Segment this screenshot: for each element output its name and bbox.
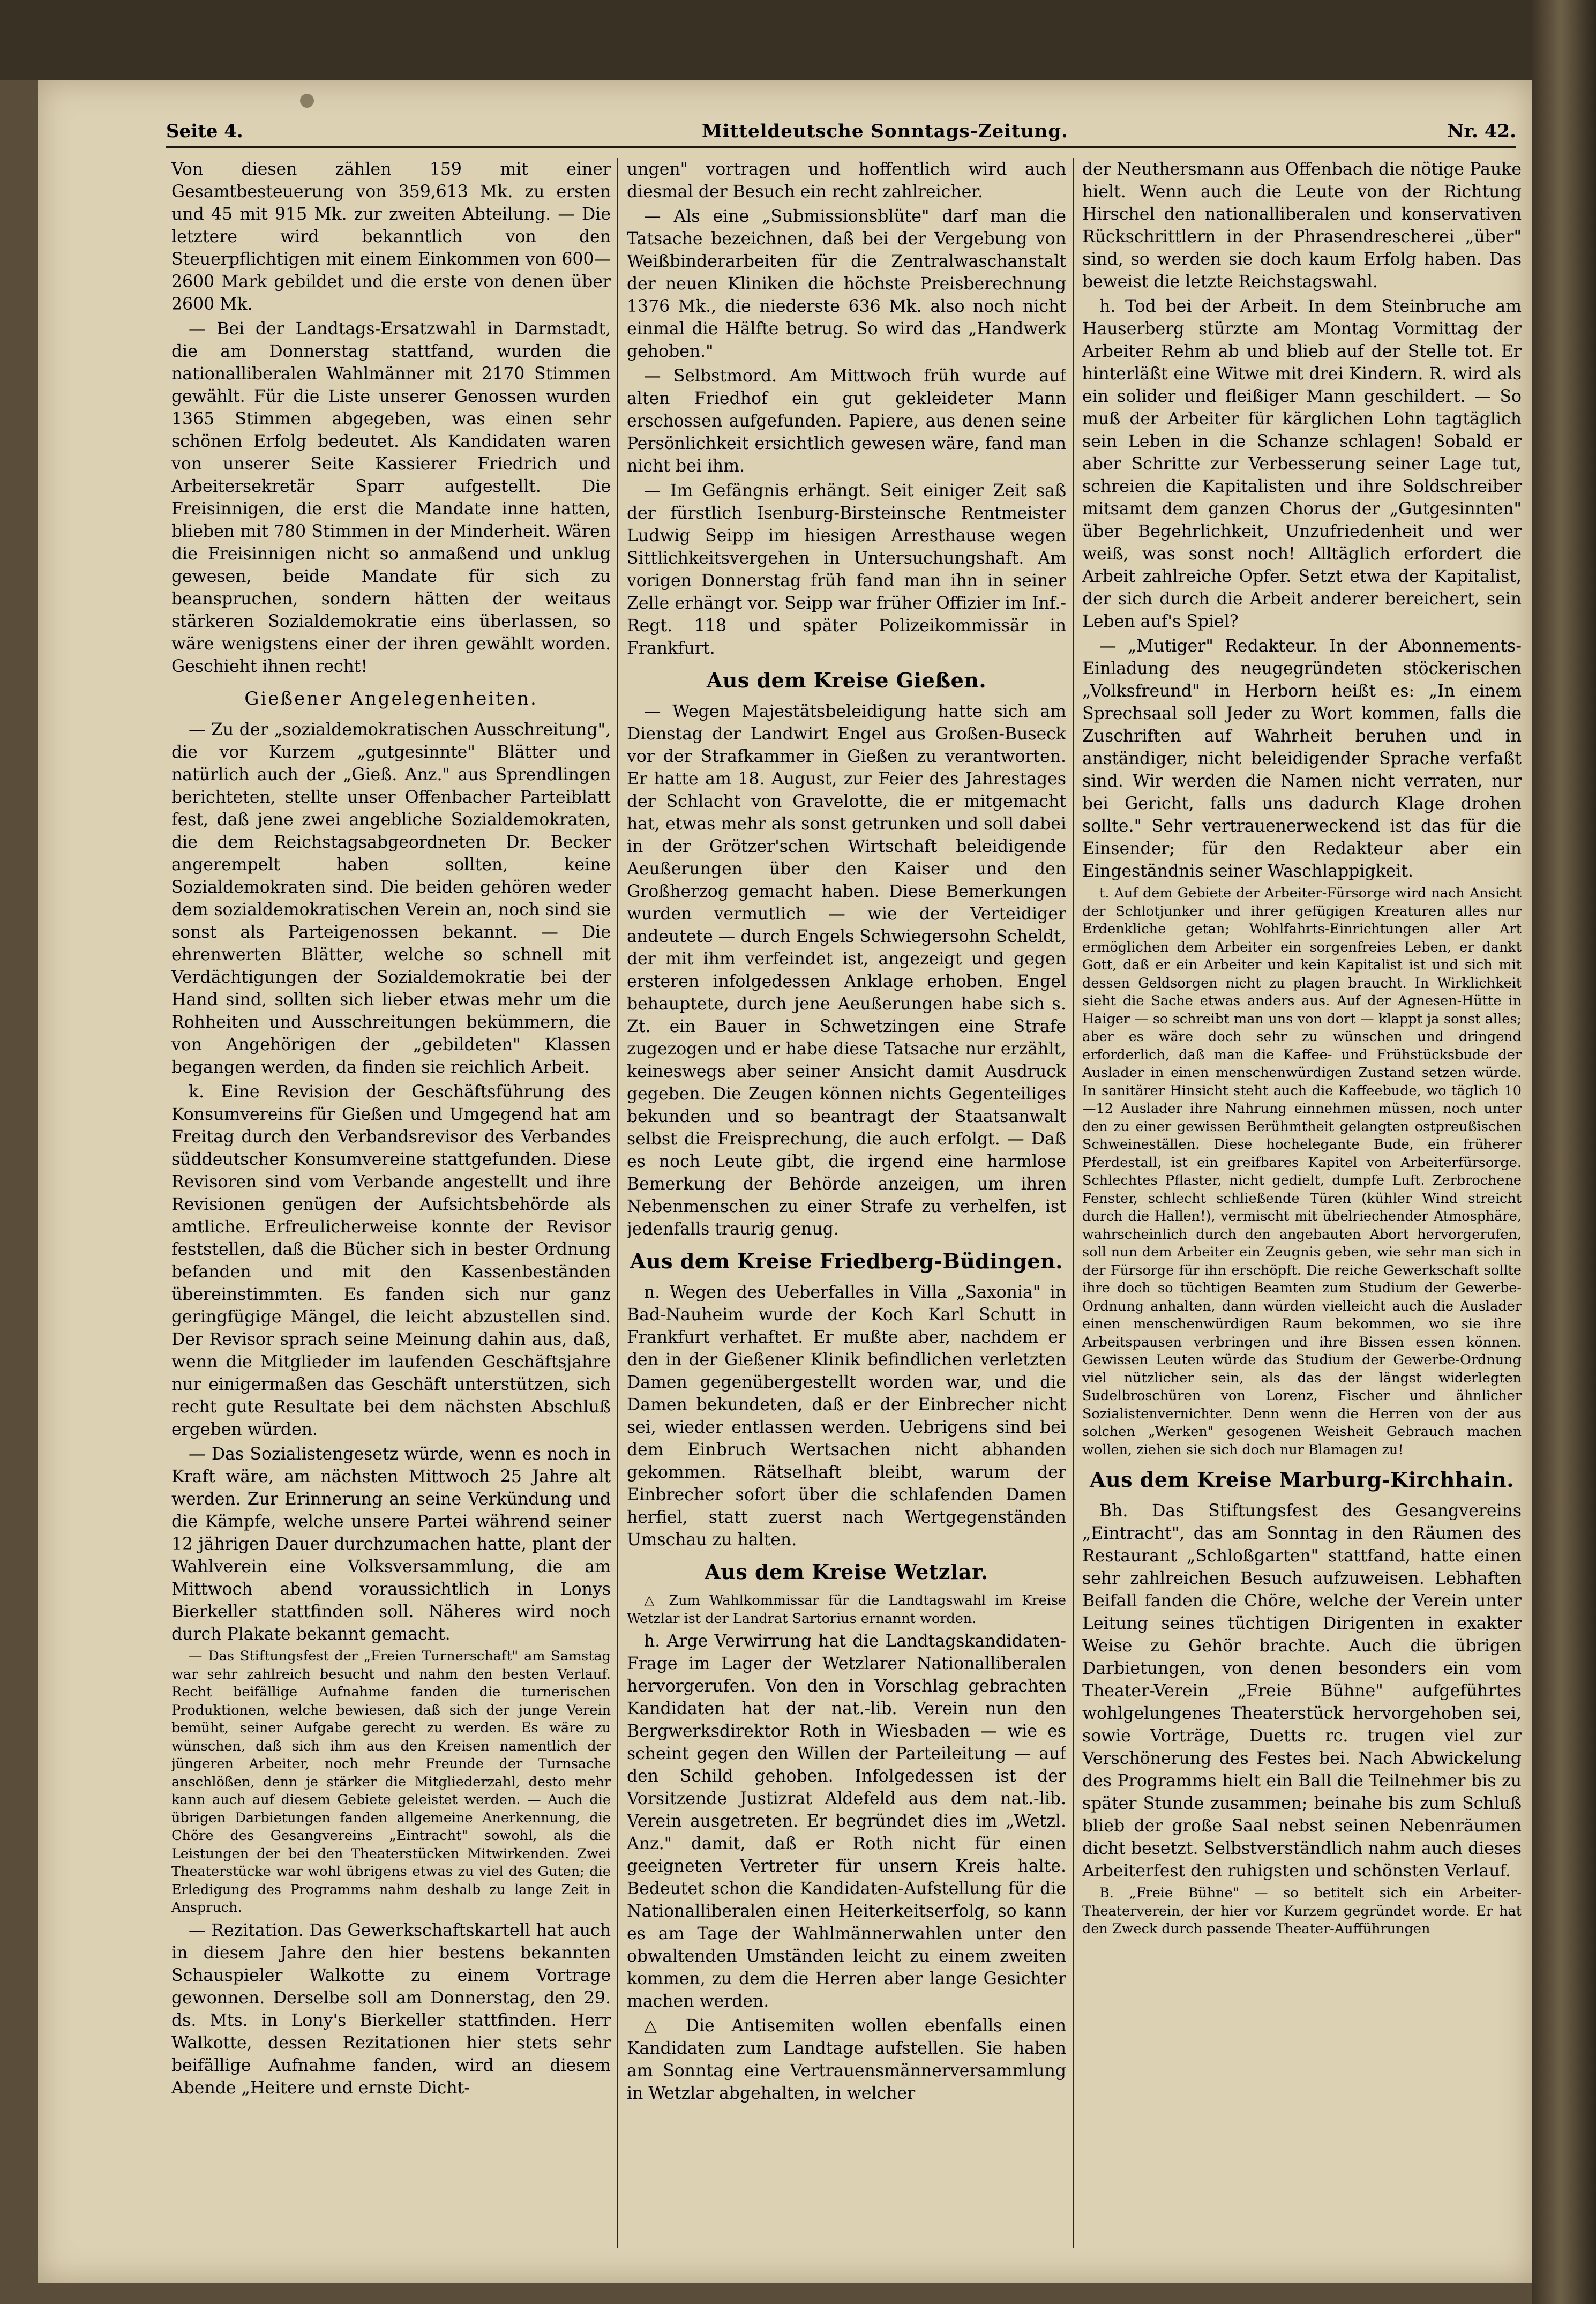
section-heading: Aus dem Kreise Marburg-Kirchhain. — [1090, 1468, 1514, 1492]
article-paragraph: t. Auf dem Gebiete der Arbeiter-Fürsorge wird nach Ansicht der Schlotjunker und ihrer gefügigen Kreaturen alles nur Erdenkliche getan; Wohlfahrts-Einrichtungen aller Art ermöglichen dem Arbeiter ein sorgenfreies Leben, er dankt Gott, daß er ein Arbeiter und kein Kapitalist ist und sich mit dessen Geldsorgen nicht zu plagen braucht. In Wirklichkeit sieht die Sache etwas anders aus. Auf der Agnesen-Hütte in Haiger — so schreibt man uns von dort — klappt ja sonst alles; aber es wäre doch sehr zu wünschen und dringend erforderlich, daß man die Kaffee- und Frühstücksbude der Auslader in einen menschenwürdigen Zustand setzen würde. In sanitärer Hinsicht steht auch die Kaffeebude, wo täglich 10—12 Auslader ihre Nahrung einnehmen müssen, noch unter den zu einer gewissen Berühmtheit gelangten ostpreußischen Schweineställen. Diese hochelegante Bude, ein früherer Pferdestall, ist ein greifbares Kapitel von Arbeiterfürsorge. Schlechtes Pflaster, nicht gedielt, dumpfe Luft. Zerbrochene Fenster, schlecht schließende Türen (kühler Wind streicht durch die Hallen!), vermischt mit übelriechender Atmosphäre, wahrscheinlich durch den angebauten Abort hervorgerufen, soll nun dem Arbeiter ein Zeugnis geben, wie sehr man sich in der Fürsorge für ihn erschöpft. Die reiche Gewerkschaft sollte ihre doch so tüchtigen Beamten zum Studium der Gewerbe-Ordnung anhalten, dann würden vielleicht auch die Auslader einen menschenwürdigen Raum bekommen, wo sie ihre Arbeitspausen verbringen und ihre Bissen essen können. Gewissen Leuten würde das Studium der Gewerbe-Ordnung viel nützlicher sein, als das der längst widerlegten Sudelbroschüren von Lorenz, Fischer und ähnlicher Sozialistenvernichter. Denn wenn die Herren von der aus solchen „Werken" gesogenen Weisheit Gebrauch machen wollen, ziehen sie sich doch nur Blamagen zu! — [1082, 885, 1522, 1458]
article-paragraph: — Das Sozialistengesetz würde, wenn es noch in Kraft wäre, am nächsten Mittwoch 25 Jahre alt werden. Zur Erinnerung an seine Verkündung und die Kämpfe, welche unsere Partei während seiner 12 jährigen Dauer durchzumachen hatte, plant der Wahlverein eine Volksversammlung, die am Mittwoch abend voraussichtlich in Lonys Bierkeller stattfinden soll. Näheres wird noch durch Plakate bekannt gemacht. — [171, 1445, 611, 1644]
article-paragraph: △ Die Antisemiten wollen ebenfalls einen Kandidaten zum Landtage aufstellen. Sie haben am Sonntag eine Vertrauensmännerversammlung in Wetzlar abgehalten, in welcher — [627, 2016, 1066, 2103]
article-paragraph: h. Arge Verwirrung hat die Landtagskandidaten-Frage im Lager der Wetzlarer Nationalliberalen hervorgerufen. Von den in Vorschlag gebrachten Kandidaten hat der nat.-lib. Verein nun den Bergwerksdirektor Roth in Wiesbaden — wie es scheint gegen den Willen der Parteileitung — auf den Schild gehoben. Infolgedessen ist der Vorsitzende Justizrat Aldefeld aus dem nat.-lib. Verein ausgetreten. Er begründet dies im „Wetzl. Anz." damit, daß er Roth nicht für einen geeigneten Vertreter für unsern Kreis halte. Bedeutet schon die Kandidaten-Aufstellung für die Nationalliberalen einen Heiterkeitserfolg, so kann es am Tage der Wahlmännerwahlen unter den obwaltenden Umständen leicht zu einem zweiten kommen, zu dem die Herren aber lange Gesichter machen werden. — [627, 1632, 1066, 2011]
column-rule — [617, 158, 618, 2248]
column-rule — [1073, 158, 1074, 2248]
article-paragraph: h. Tod bei der Arbeit. In dem Steinbruche am Hauserberg stürzte am Montag Vormittag der Arbeiter Rehm ab und blieb auf der Stelle tot. Er hinterläßt eine Witwe mit drei Kindern. R. wird als ein solider und fleißiger Mann geschildert. — So muß der Arbeiter für kärglichen Lohn tagtäglich sein Leben in die Schanze schlagen! Sobald er aber Schritte zur Verbesserung seiner Lage tut, schreien die Kapitalisten und ihre Soldschreiber mitsamt dem ganzen Chorus der „Gutgesinnten" über Begehrlichkeit, Unzufriedenheit und wer weiß, was sonst noch! Alltäglich erfordert die Arbeit zahlreiche Opfer. Setzt etwa der Kapitalist, der sich durch die Arbeit anderer bereichert, sein Leben auf's Spiel? — [1082, 297, 1522, 631]
article-paragraph: — Wegen Majestätsbeleidigung hatte sich am Dienstag der Landwirt Engel aus Großen-Buseck vor der Strafkammer in Gießen zu verantworten. Er hatte am 18. August, zur Feier des Jahrestages der Schlacht von Gravelotte, die er mitgemacht hat, etwas mehr als sonst getrunken und soll dabei in der Grötzer'schen Wirtschaft beleidigende Aeußerungen über den Kaiser und den Großherzog gemacht haben. Diese Bemerkungen wurden vermutlich — wie der Verteidiger andeutete — durch Engels Schwiegersohn Scheldt, der mit ihm verfeindet ist, angezeigt und gegen ersteren infolgedessen Anklage erhoben. Engel behauptete, durch jene Aeußerungen habe sich s. Zt. ein Bauer in Schwetzingen eine Strafe zugezogen und er habe diese Tatsache nur erzählt, keineswegs aber seiner Ansicht damit Ausdruck gegeben. Die Zeugen können nichts Gegenteiliges bekunden und so beantragt der Staatsanwalt selbst die Freisprechung, die auch erfolgt. — Daß es noch Leute gibt, die irgend eine harmlose Bemerkung der Behörde anzeigen, um ihren Nebenmenschen zu einer Strafe zu verhelfen, ist jedenfalls traurig genug. — [627, 702, 1066, 1239]
page-header — [166, 121, 1516, 158]
article-paragraph: ungen" vortragen und hoffentlich wird auch diesmal der Besuch ein recht zahlreicher. — [627, 160, 1066, 201]
column-2 — [627, 158, 1066, 2248]
article-paragraph: k. Eine Revision der Geschäftsführung des Konsumvereins für Gießen und Umgegend hat am Freitag durch den Verbandsrevisor des Verbandes süddeutscher Konsumvereine stattgefunden. Diese Revisoren sind vom Verbande angestellt und ihre Revisionen genügen der Aufsichtsbehörde als amtliche. Erfreulicherweise konnte der Revisor feststellen, daß die Bücher sich in bester Ordnung befanden und mit den Kassenbeständen übereinstimmten. Es fanden sich nur ganz geringfügige Mängel, die leicht abzustellen sind. Der Revisor sprach seine Meinung dahin aus, daß, wenn die Mitglieder im laufenden Geschäftsjahre nur einigermaßen das Geschäft unterstützen, sich recht gute Resultate bei dem nächsten Abschluß ergeben würden. — [171, 1082, 611, 1439]
section-heading: Aus dem Kreise Wetzlar. — [705, 1560, 988, 1584]
article-paragraph: — Rezitation. Das Gewerkschaftskartell hat auch in diesem Jahre den hier bestens bekannten Schauspieler Walkotte zu einem Vortrage gewonnen. Derselbe soll am Donnerstag, den 29. ds. Mts. in Lony's Bierkeller stattfinden. Herr Walkotte, dessen Rezitationen hier stets sehr beifällige Aufnahme fanden, wird an diesem Abende „Heitere und ernste Dicht- — [171, 1920, 611, 2098]
article-paragraph: — Zu der „sozialdemokratischen Ausschreitung", die vor Kurzem „gutgesinnte" Blätter und natürlich auch der „Gieß. Anz." aus Sprendlingen berichteten, stellte unser Offenbacher Parteiblatt fest, daß jene zwei angebliche Sozialdemokraten, die dem Reichstagsabgeordneten Dr. Becker angerempelt haben sollten, keine Sozialdemokraten sind. Die beiden gehören weder dem sozialdemokratischen Verein an, noch sind sie sonst als Parteigenossen bekannt. — Die ehrenwerten Blätter, welche so schnell mit Verdächtigungen der Sozialdemokratie bei der Hand sind, sollten sich lieber etwas mehr um die Rohheiten und Ausschreitungen bekümmern, die von Angehörigen der „gebildeten" Klassen begangen werden, da finden sie reichlich Arbeit. — [171, 720, 611, 1077]
article-paragraph: B. „Freie Bühne" — so betitelt sich ein Arbeiter-Theaterverein, der hier vor Kurzem gegründet worde. Er hat den Zweck durch passende Theater-Aufführungen — [1082, 1885, 1522, 1937]
article-paragraph: — Selbstmord. Am Mittwoch früh wurde auf alten Friedhof ein gut gekleideter Mann erschossen aufgefunden. Papiere, aus denen seine Persönlichkeit ersichtlich gewesen wäre, fand man nicht bei ihm. — [627, 366, 1066, 476]
section-heading: Aus dem Kreise Friedberg-Büdingen. — [630, 1249, 1063, 1273]
article-paragraph: — Im Gefängnis erhängt. Seit einiger Zeit saß der fürstlich Isenburg-Birsteinsche Rentmeister Ludwig Seipp im hiesigen Arresthause wegen Sittlichkeitsvergehen in Untersuchungshaft. Am vorigen Donnerstag früh fand man ihn in seiner Zelle erhängt vor. Seipp war früher Offizier im Inf.-Regt. 118 und später Polizeikommissär in Frankfurt. — [627, 481, 1066, 658]
article-paragraph: Von diesen zählen 159 mit einer Gesamtbesteuerung von 359,613 Mk. zu ersten und 45 mit 915 Mk. zur zweiten Abteilung. — Die letztere wird bekanntlich von den Steuerpflichtigen mit einem Einkommen von 600—2600 Mark gebildet und die erste von denen über 2600 Mk. — [171, 160, 611, 314]
issue-number: Nr. 42. — [1447, 121, 1516, 142]
article-paragraph: △ Zum Wahlkommissar für die Landtagswahl im Kreise Wetzlar ist der Landrat Sartorius ernannt worden. — [627, 1592, 1066, 1627]
column-1 — [171, 158, 611, 2248]
section-heading: Gießener Angelegenheiten. — [244, 688, 538, 709]
article-paragraph: Bh. Das Stiftungsfest des Gesangvereins „Eintracht", das am Sonntag in den Räumen des Restaurant „Schloßgarten" stattfand, hatte einen sehr zahlreichen Besuch aufzuweisen. Lebhaften Beifall fanden die Chöre, welche der Verein unter Leitung seines tüchtigen Dirigenten in exakter Weise zu Gehör brachte. Auch die übrigen Darbietungen, von denen besonders ein vom Theater-Verein „Freie Bühne" aufgeführtes wohlgelungenes Theaterstück hervorgehoben sei, sowie Vorträge, Duetts rc. trugen viel zur Verschönerung des Festes bei. Nach Abwickelung des Programms hielt ein Ball die Teilnehmer bis zu später Stunde zusammen; beinahe bis zum Schluß blieb der große Saal nebst seinen Nebenräumen dicht besetzt. Selbstverständlich nahm auch dieses Arbeiterfest den ruhigsten und schönsten Verlauf. — [1082, 1501, 1522, 1881]
ink-spot — [300, 94, 314, 108]
article-paragraph: — Das Stiftungsfest der „Freien Turnerschaft" am Samstag war sehr zahlreich besucht und nahm den besten Verlauf. Recht beifällige Aufnahme fanden die turnerischen Produktionen, welche bewiesen, daß sich der junge Verein bemüht, seiner Aufgabe gerecht zu werden. Es wäre zu wünschen, daß sich ihm aus den Kreisen namentlich der jüngeren Arbeiter, noch mehr Freunde der Turnsache anschlößen, denn je stärker die Mitgliederzahl, desto mehr kann auch auf diesem Gebiete geleistet werden. — Auch die übrigen Darbietungen fanden allgemeine Anerkennung, die Chöre des Gesangvereins „Eintracht" sowohl, als die Leistungen der bei den Theaterstücken Mitwirkenden. Zwei Theaterstücke war wohl übrigens etwas zu viel des Guten; die Erledigung des Programms nahm deshalb zu lange Zeit in Anspruch. — [171, 1648, 611, 1916]
column-3 — [1082, 158, 1522, 2248]
section-heading: Aus dem Kreise Gießen. — [706, 668, 987, 692]
book-binding — [1532, 0, 1596, 2304]
book-top-edge — [0, 0, 1596, 80]
article-paragraph: der Neuthersmann aus Offenbach die nötige Pauke hielt. Wenn auch die Leute von der Richtung Hirschel den nationalliberalen und konservativen Rückschrittlern in der Phrasendrescherei „über" sind, so werden sie doch kaum Erfolg haben. Das beweist die letzte Reichstagswahl. — [1082, 160, 1522, 291]
article-paragraph: — Bei der Landtags-Ersatzwahl in Darmstadt, die am Donnerstag stattfand, wurden die nationalliberalen Wahlmänner mit 2170 Stimmen gewählt. Für die Liste unserer Genossen wurden 1365 Stimmen abgegeben, was einen sehr schönen Erfolg bedeutet. Als Kandidaten waren von unserer Seite Kassierer Friedrich und Arbeitersekretär Sparr aufgestellt. Die Freisinnigen, die erst die Mandate inne hatten, blieben mit 780 Stimmen in der Minderheit. Wären die Freisinnigen nicht so anmaßend und unklug gewesen, beide Mandate für sich zu beanspruchen, sondern hätten der weitaus stärkeren Sozialdemokratie eins überlassen, so wäre wenigstens einer der ihren gewählt worden. Geschieht ihnen recht! — [171, 319, 611, 676]
newspaper-title: Mitteldeutsche Sonntags-Zeitung. — [702, 121, 1068, 142]
article-paragraph: — Als eine „Submissionsblüte" darf man die Tatsache bezeichnen, daß bei der Vergebung von Weißbinderarbeiten für die Zentralwaschanstalt der neuen Kliniken die höchste Preisberechnung 1376 Mk., die niederste 636 Mk. also noch nicht einmal die Hälfte betrug. So wird das „Handwerk gehoben." — [627, 207, 1066, 361]
article-paragraph: n. Wegen des Ueberfalles in Villa „Saxonia" in Bad-Nauheim wurde der Koch Karl Schutt in Frankfurt verhaftet. Er mußte aber, nachdem er den in der Gießener Klinik befindlichen verletzten Damen gegenübergestellt worden war, und die Damen bekundeten, daß er der Einbrecher nicht sei, wieder entlassen werden. Uebrigens sind bei dem Einbruch Wertsachen nicht abhanden gekommen. Rätselhaft bleibt, warum der Einbrecher sofort über die schlafenden Damen herfiel, statt zuerst nach Wertgegenständen Umschau zu halten. — [627, 1283, 1066, 1550]
header-rule — [166, 146, 1516, 148]
article-paragraph: — „Mutiger" Redakteur. In der Abonnements-Einladung des neugegründeten stöckerischen „Volksfreund" in Herborn heißt es: „In einem Sprechsaal soll Jeder zu Wort kommen, falls die Zuschriften auf Wahrheit beruhen und in anständiger, nicht beleidigender Sprache verfaßt sind. Wir werden die Namen nicht verraten, nur bei Gericht, falls uns dadurch Klage drohen sollte." Sehr vertrauenerweckend ist das für die Einsender; für den Redakteur aber ein Eingeständnis seiner Waschlappigkeit. — [1082, 637, 1522, 881]
page-number: Seite 4. — [166, 121, 243, 142]
